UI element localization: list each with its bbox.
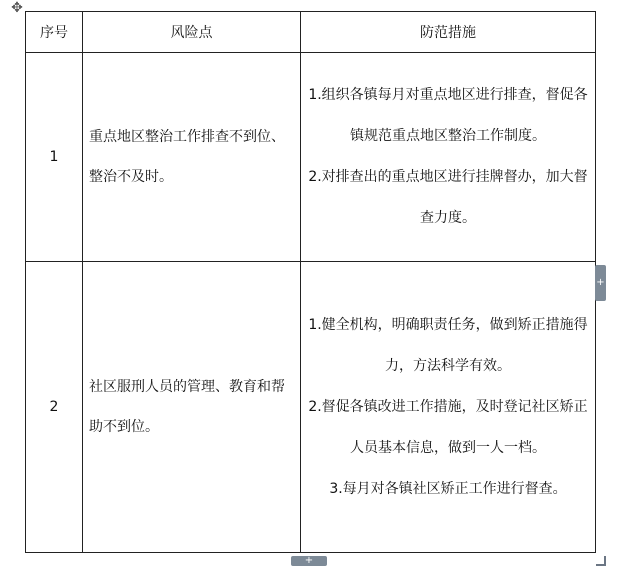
header-prevention-measures: 防范措施 — [301, 12, 596, 53]
header-risk-point: 风险点 — [83, 12, 301, 53]
table-header-row — [26, 12, 596, 53]
risk-prevention-table — [25, 11, 596, 553]
risk-point-cell: 重点地区整治工作排查不到位、整治不及时。 — [83, 53, 301, 262]
risk-point-cell: 社区服刑人员的管理、教育和帮助不到位。 — [83, 262, 301, 553]
plus-icon: + — [304, 555, 314, 566]
plus-icon: + — [596, 277, 605, 288]
row-number: 1 — [26, 53, 83, 262]
measure-item: 3.每月对各镇社区矫正工作进行督查。 — [329, 480, 567, 497]
prevention-measures-cell — [301, 262, 596, 553]
measure-item: 2.督促各镇改进工作措施，及时登记社区矫正人员基本信息，做到一人一档。 — [308, 398, 588, 456]
table-resize-icon[interactable] — [596, 556, 606, 566]
measure-item: 2.对排查出的重点地区进行挂牌督办，加大督查力度。 — [308, 169, 588, 226]
measure-item: 1.组织各镇每月对重点地区进行排查，督促各镇规范重点地区整治工作制度。 — [308, 87, 588, 144]
measure-item: 1.健全机构，明确职责任务，做到矫正措施得力，方法科学有效。 — [308, 316, 588, 374]
table-move-icon[interactable]: ✥ — [11, 0, 23, 16]
add-row-button[interactable] — [291, 556, 327, 566]
prevention-measures-cell — [301, 53, 596, 262]
table-row — [26, 262, 596, 553]
row-number: 2 — [26, 262, 83, 553]
add-column-button[interactable] — [595, 265, 606, 301]
header-serial-number: 序号 — [26, 12, 83, 53]
table-row — [26, 53, 596, 262]
